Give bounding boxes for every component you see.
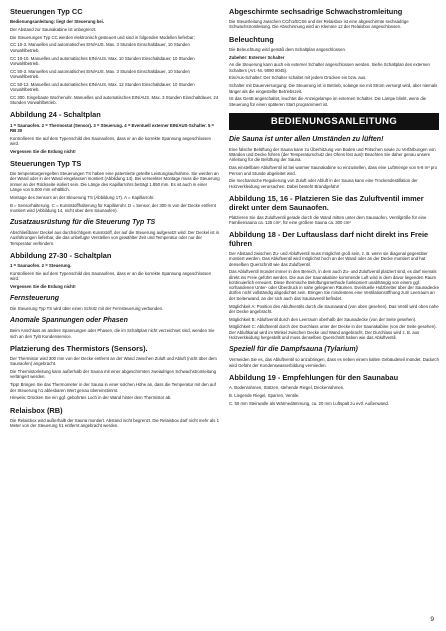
fern-paragraph: Die Steuerung Typ TS wird über einen Schütz mit der Fernsteuerung verbunden. [10, 306, 164, 312]
zusatz-paragraph: Abschließbarer Deckel aus durchsichtigem Kunststoff, der auf die Steuerung aufgesetzt wird. Der Deckel ist in Ausführungen lieferbar, die das unbefugte Verstellen von gewählter Zeit und Temperatur oder nur der Temperatur verhindern. [10, 230, 220, 246]
page-number: 9 [430, 616, 434, 623]
abb18-option: Möglichkeit C: Abluftventil durch den Durchlass unter der Decke in der Saunakabine (von der Seite gesehen). Der Abluftkanal wird im Winkel zwischen Decke und Wand angebracht. Der Durchlass wird z. B. aus Holzverkleidung hergestellt und muss denselben Querschnitt haben wie das Abluftventil. [229, 324, 437, 341]
abb18-paragraph: Das Abluftventil mündet immer in den Bereich, in dem auch Zu- und Zuluftventil platziert sind, es darf niemals direkt ins Freie geführt werden. Die aus der Saunakabine kommende Luft wird in dem davor liegenden Raum kontinuierlich erneuert. Diese thermische Belüftungsmethode funktioniert unabhängig von einem ggf. vorhandenen Unter- oder Überdruck in nahe gelegenen Räumen. Eventuelle Holzbretter über der Saunadecke dürfen nicht vollständig abgedichtet sein. Bringen Sie mindestens eine Ventilationsöffnung zum Leerraum an der Seitenwand, an der sich auch das Saunaventil befindet. [229, 269, 439, 301]
heading-abbildung-19: Abbildung 19 - Empfehlungen für den Saunabau [229, 372, 399, 382]
bel-paragraph: Schalter mit Dauerversorgung: Die Steuerung ist in Betrieb, solange sie mit Strom versorgt wird, aber niemals länger als die eingestellte Betriebszeit. [229, 83, 438, 94]
bel-paragraph: Die Beleuchtung wird gemäß dem Schaltplan angeschlossen. [229, 46, 347, 52]
platz-paragraph: Tipp! Bringen Sie das Thermometer in der Sauna in einer solchen Höhe an, dass die Temperatur mit den auf der Steuerung h1 ablesbaren Wert genau übereinstimmt. [10, 382, 216, 393]
heading-zusatzausruestung: Zusatzausrüstung für die Steuerung Typ TS [10, 219, 156, 227]
bel-paragraph: Ist das Gerät angeschaltet, leuchtet die Anzeigelampe im externen Schalter. Die Lampe blinkt, wenn die Steuerung für einen späteren Start programmiert ist. [229, 96, 427, 107]
abb24-paragraph: Kontrollieren Sie auf dem Typenschild des Saunaofens, dass er an die korrekte Spannung angeschlossen wird. [10, 135, 212, 146]
abb19-item: A. Bodenrahmen, Stützen, stehende Riegel, Deckenrahmen. [229, 384, 345, 390]
heading-steuerungen-cc: Steuerungen Typ CC [10, 8, 83, 16]
ts-paragraph: B = Sensorhalterung. C = Kunststoffhalterung für Kapillarrohr. D = Sensor, der 300 m von der Decke entfernt montiert wird (Abbildung 14, nicht über dem Saunaofen). [10, 202, 216, 213]
abb18-paragraph: Der Abstand zwischen Zu- und Abluftventil muss möglichst groß sein, z. B. wenn sie diagonal gegenüber montiert werden. Das Abluftventil wird möglichst hoch an der Wand oder an der Decke montiert und hat denselben Querschnitt wie das Zuluftventil. [229, 250, 428, 267]
abb24-warning: Vergessen Sie die Erdung nicht! [10, 148, 76, 154]
platz-paragraph: Der Thermistor wird 300 mm von der Decke entfernt an der Wand zwischen Zuluft und Abluft (nicht über dem Saunaofen) angebracht. [10, 356, 217, 367]
heading-platzierung-thermistor: Platzierung des Thermistors (Sensors). [10, 343, 148, 353]
abb18-option: Möglichkeit B: Abluftventil durch den Leerraum oberhalb der Saunadecke (von der Seite gesehen). [229, 316, 417, 322]
heading-anomale-spannungen: Anomale Spannungen oder Phasen [10, 317, 128, 325]
left-column [10, 8, 220, 608]
bel-paragraph: Ein/Aus-Schalter: Der Schalter schaltet mit jedem Drücken ein bzw. aus. [229, 75, 367, 81]
heading-abbildung-18: Abbildung 18 - Der Luftauslass darf nicht direkt ins Freie führen [229, 230, 429, 248]
platz-paragraph: Hinweis: Drücken Sie ein ggf. gebohrtes Loch in der Wand hinter dem Thermistor ab. [10, 395, 172, 401]
abb24-legend: 1 = Saunaofen. 2 = Thermostat (Sensor). 3 = Steuerung. 4 = Eventuell externer EIN/AUS-Schalter. 5 = RB 30 [10, 122, 215, 133]
speziell-paragraph: Vermeiden Sie es, das Abluftventil so anzubringen, dass es neben einem kalten Gebäudeteil mündet. Dadurch wird Gefahr der Kondenswasserbildung vermieden. [229, 357, 439, 368]
heading-steuerungen-ts: Steuerungen Typ TS [10, 159, 82, 169]
heading-abgeschirmte-leitung: Abgeschirmte sechsadrige Schwachstromleitung [229, 8, 403, 16]
abb2730-paragraph: Kontrollieren Sie auf dem Typenschild des Saunaofens, dass er an die korrekte Spannung angeschlossen wird. [10, 270, 212, 282]
ts-paragraph: Die temperaturgeregelten Steuerungen TS haben eine patentierte geteilte Leistungsaufnahme. Sie werden an der Wand oder in der Wand eingelassen montiert (Abbildung 14). Bei versenkter Montage muss die Steuerung immer an der Rückseite isoliert sein. Die Länge des Kapillarrohrs beträgt 1.850 mm. Es ist auch in einer Länge von 5.000 mm erhältlich. [10, 171, 220, 193]
cc-paragraph: Der Abstand zur Saunakabine ist unbegrenzt. [10, 26, 97, 32]
anomale-paragraph: Beim Anschluss an andere Spannungen oder Phasen, die im Schaltplan nicht verzeichnet sind, wenden Sie sich an den Tylö Kundenservice. [10, 328, 215, 339]
heading-fernsteuerung: Fernsteuerung [10, 295, 60, 303]
cc-model: CC 50-3. Manuelles und automatisches EIN/AUS. Max. 3 Stunden Einschaltdauer, 10 Stunden Vorwahlbetrieb. [10, 68, 190, 79]
section-banner: BEDIENUNGSANLEITUNG [229, 113, 439, 130]
heading-beleuchtung: Beleuchtung [229, 34, 274, 44]
heading-relaisbox: Relaisbox (RB) [10, 405, 63, 415]
cc-model: CC 50-12. Manuelles und automatisches EIN/AUS. Max. 12 Stunden Einschaltdauer, 10 Stunden Vorwahlbetrieb. [10, 81, 195, 93]
heading-abbildung-15-16: Abbildung 15, 16 - Platzieren Sie das Zuluftventil immer direkt unter dem Saunaofen. [229, 193, 424, 212]
ts-paragraph: Montage des Sensors an der Steuerung TS (Abbildung 17). A = Kapillarrohr. [10, 194, 155, 200]
abb18-option: Möglichkeit A: Position des Abluftventils durch die Saunawand (von oben gesehen). Das Ventil wird oben nahe der Decke angebracht. [229, 303, 439, 314]
sauna-paragraph: Das einstellbare Abluftventil ist bei warmer Saunakabine so einzustellen, dass eine Luftmenge von 6-8 m³ pro Person und Stunde abgeleitet wird. [229, 165, 438, 176]
cc-model: CC 300. Eingebaute Wochenuhr. Manuelles und automatisches EIN/AUS. Max. 3 Stunden Einschaltdauer, 24 Stunden Vorwahlbetrieb. [10, 94, 219, 106]
abb2730-warning: Vergessen Sie die Erdung nicht! [10, 283, 76, 289]
abb1516-paragraph: Platzieren Sie das Zuluftventil gerade durch die Wand mitten unter dem Saunaofen. Ventilgröße für eine Familiensauna ca. 125 cm², für eine größere Sauna ca. 300 cm² [229, 214, 427, 225]
bel-zubehoer: Zubehör: Externer Schalter [229, 54, 285, 60]
cc-model: CC 10-10. Manuelles und automatisches EIN/AUS. Max. 10 Stunden Einschaltdauer, 10 Stunden Vorwahlbetrieb. [10, 55, 195, 66]
platz-paragraph: Die Thermistorleitung kann außerhalb der Sauna mit einer abgeschirmten zweiadrigen Schwachstromleitung verlängert werden. [10, 369, 217, 380]
heading-dampfsauna: Speziell für die Dampfsauna (Tylarium) [229, 346, 358, 354]
bel-paragraph: An die Steuerung kann auch ein externer Schalter angeschlossen werden. Siehe Schaltplan des externen Schalters (Art.-Nr. 9090 8045). [229, 62, 430, 73]
cc-intro: Bedienungsanleitung: liegt der Steuerung bei. [10, 19, 105, 25]
heading-abbildung-24: Abbildung 24 - Schaltplan [10, 110, 101, 120]
sauna-paragraph: Die mechanische Regulierung von Zuluft oder Abluft in der Sauna kann eine Trockendestillation der Holzverkleidung verursachen. Dabei besteht Brandgefahr! [229, 178, 418, 189]
relais-paragraph: Die Relaisbox wird außerhalb der Sauna montiert. Abstand nicht begrenzt. Die Relaisbox darf nicht mehr als 1 Meter von der Steuerung h1 entfernt angebracht werden. [10, 417, 219, 429]
heading-sauna-lueften: Die Sauna ist unter allen Umständen zu lüften! [229, 135, 384, 143]
abg-paragraph: Die Steuerleitung zwischen CC/h1/ECS6 und der Relaisbox ist eine abgeschirmte sechsadrige Schwachstromleitung. Die Abschirmung wird an Klemme 12 der Relaisbox angeschlossen. [229, 19, 409, 30]
abb2730-legend: 1 = Saunaofen. 2 = Steuerung. [10, 263, 72, 269]
right-column [229, 8, 439, 608]
cc-model: CC 10-3. Manuelles und automatisches EIN/AUS. Max. 3 Stunden Einschaltdauer, 10 Stunden Vorwahlbetrieb. [10, 42, 190, 53]
heading-abbildung-27-30: Abbildung 27-30 - Schaltplan [10, 251, 112, 260]
sauna-paragraph: Eine falsche Belüftung der Sauna kann zu Überhitzung von Boden und Pritschen sowie zu Verfärbungen von Wänden und Decke führen (der Temperaturschutz des Ofens löst aus)! Beachten Sie daher genau unsere Anleitung für die Belüftung der Sauna. [229, 146, 436, 163]
abb19-item: B. Liegende Riegel, Sparren, Ventile. [229, 392, 300, 398]
abb19-item: C. 50 mm Steinwolle als Wärmedämmung, ca. 20 mm Luftspalt zu evtl. Außenwand. [229, 400, 390, 406]
cc-paragraph: Die Steuerungen Typ CC werden elektronisch gesteuert und sind in folgenden Modellen lieferbar: [10, 34, 195, 40]
